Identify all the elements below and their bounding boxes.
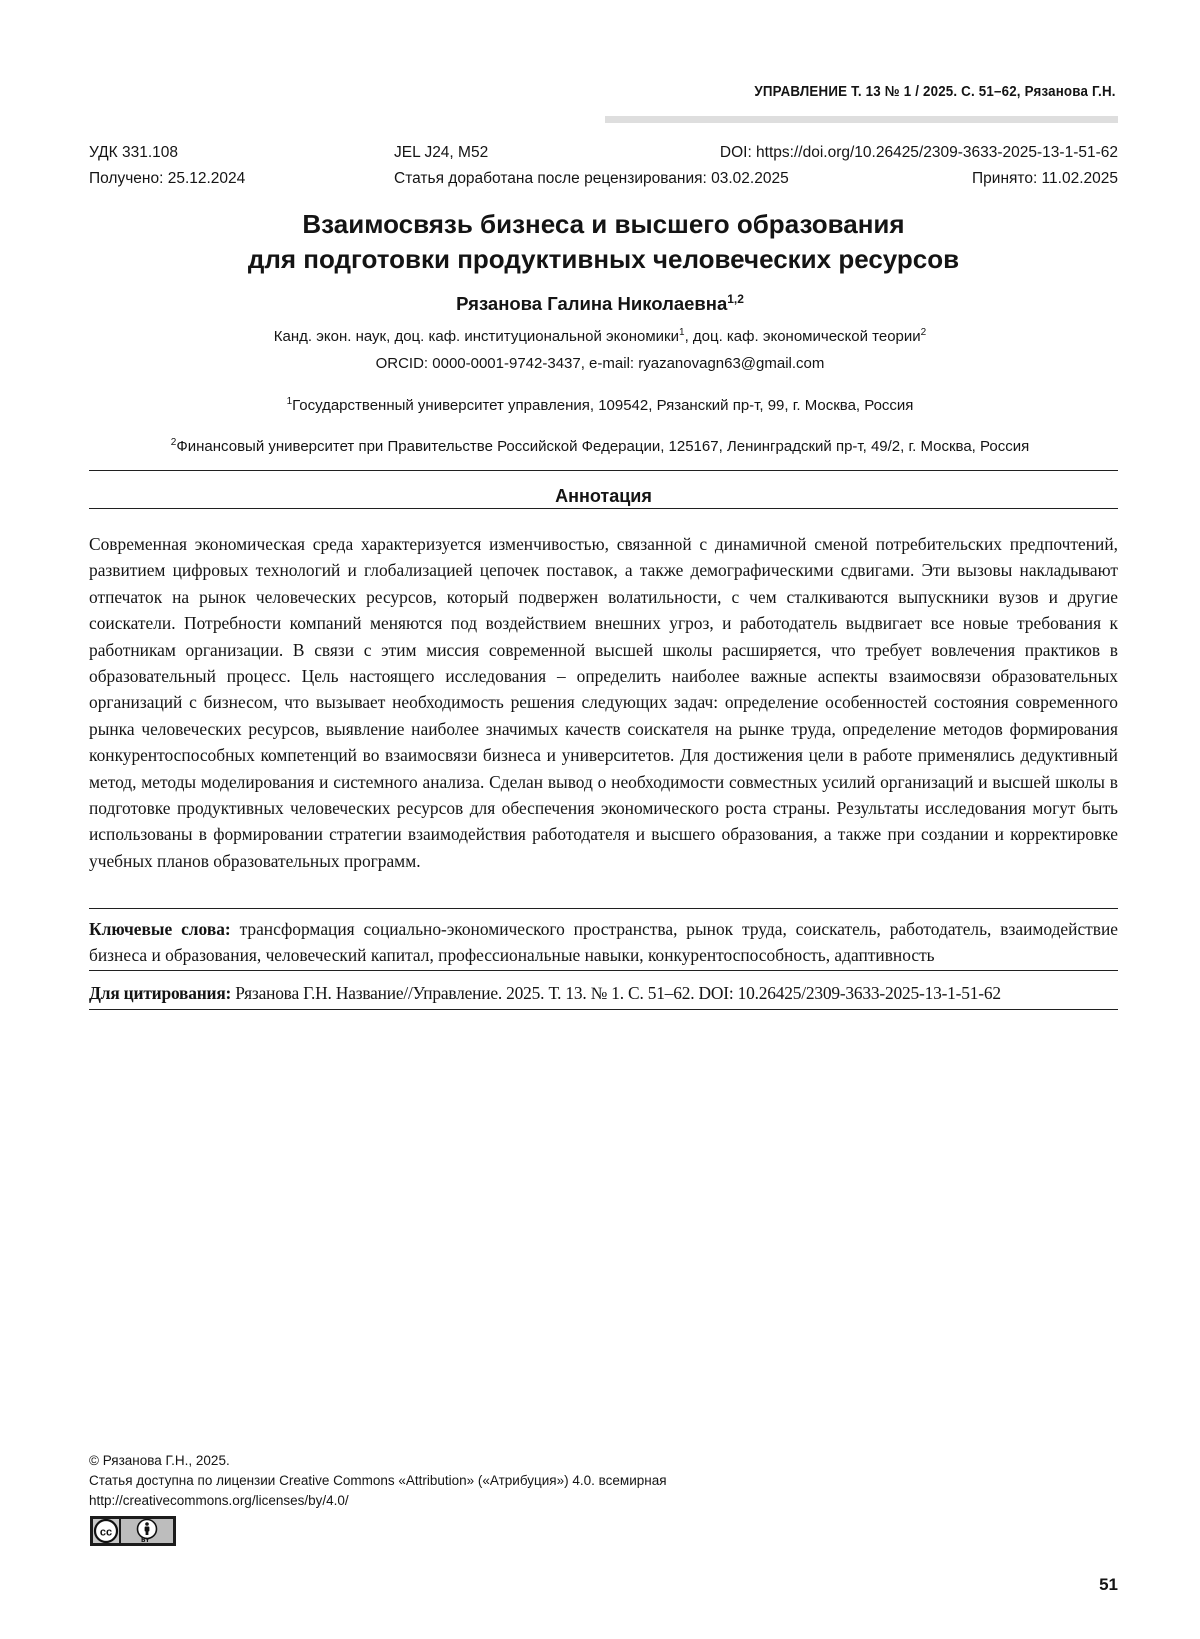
author-orcid-email: ORCID: 0000-0001-9742-3437, e-mail: ryazanovagn63@gmail.com — [375, 355, 825, 372]
citation — [89, 980, 1118, 1006]
degree-part-1: Канд. экон. наук, доц. каф. институциональной экономики — [273, 328, 679, 345]
doi-link[interactable]: DOI: https://doi.org/10.26425/2309-3633-2025-13-1-51-62 — [719, 144, 1118, 161]
affiliation-1-text: Государственный университет управления, 109542, Рязанский пр-т, 99, г. Москва, Россия — [292, 397, 914, 414]
title-line-2: для подготовки продуктивных человеческих ресурсов — [247, 244, 960, 274]
keywords-top-rule — [89, 908, 1118, 909]
title-line-1: Взаимосвязь бизнеса и высшего образования — [302, 209, 905, 239]
cc-icon — [93, 1518, 119, 1544]
author-name-line — [0, 292, 1200, 315]
citation-bottom-rule — [89, 1009, 1118, 1010]
abstract-top-rule — [89, 470, 1118, 471]
running-head: УПРАВЛЕНИЕ Т. 13 № 1 / 2025. С. 51–62, Рязанова Г.Н. — [754, 84, 1116, 100]
affiliation-2-mark: 2 — [170, 437, 177, 448]
affiliation-2-text: Финансовый университет при Правительстве Российской Федерации, 125167, Ленинградский пр-т, 49/2, г. Москва, Россия — [176, 438, 1030, 455]
license-link[interactable]: http://creativecommons.org/licenses/by/4.0/ — [89, 1493, 349, 1508]
running-head-rule — [605, 116, 1118, 123]
page-number: 51 — [1099, 1575, 1118, 1594]
citation-text: Рязанова Г.Н. Название//Управление. 2025. Т. 13. № 1. С. 51–62. DOI: 10.26425/2309-3633-2025-13-1-51-62 — [231, 983, 1001, 1003]
affiliation-1-mark: 1 — [286, 396, 293, 407]
keywords — [89, 916, 1118, 968]
abstract-heading: Аннотация — [555, 486, 652, 506]
meta-row-ids — [89, 144, 1118, 162]
author-affiliation-marks: 1,2 — [727, 292, 744, 306]
received-date: Получено: 25.12.2024 — [89, 170, 246, 187]
affiliation-2 — [0, 437, 1200, 455]
jel-code: JEL J24, M52 — [394, 144, 489, 161]
degree-sup-2: 2 — [920, 327, 927, 338]
cc-by-label: BY — [141, 1537, 150, 1544]
degree-part-2: , доц. каф. экономической теории — [684, 328, 921, 345]
cc-by-license-badge[interactable] — [90, 1516, 176, 1546]
author-degree — [0, 327, 1200, 345]
degree-sup-1: 1 — [679, 327, 685, 338]
copyright-notice: © Рязанова Г.Н., 2025. — [89, 1453, 230, 1468]
author-name: Рязанова Галина Николаевна — [456, 293, 728, 315]
svg-text:cc: cc — [99, 1526, 113, 1539]
abstract-heading-rule — [89, 508, 1118, 509]
accepted-date: Принято: 11.02.2025 — [972, 170, 1118, 187]
citation-top-rule — [89, 970, 1118, 971]
abstract-text: Современная экономическая среда характеризуется изменчивостью, связанной с динамичной сменой потребительских предпочтений, развитием цифровых технологий и глобализацией цепочек поставок, а также демографическими сдвигами. Эти вызовы накладывают отпечаток на рынок человеческих ресурсов, который подвержен волатильности, с чем сталкиваются выпускники вузов и другие соискатели. Потребности компаний меняются под воздействием внешних угроз, и работодатель выдвигает все новые требования к работникам организации. В связи с этим миссия современной высшей школы расширяется, что требует вовлечения практиков в образовательный процесс. Цель настоящего исследования – определить наиболее важные аспекты взаимосвязи образовательных организаций с бизнесом, что вызывает необходимость решения следующих задач: определение особенностей состояния современного рынка человеческих ресурсов, выявление наиболее значимых качеств соискателя на рынке труда, определение методов формирования конкурентоспособных компетенций во взаимосвязи бизнеса и университетов. Для достижения цели в работе применялись дедуктивный метод, методы моделирования и системного анализа. Сделан вывод о необходимости совместных усилий организаций и высшей школы в подготовке продуктивных человеческих ресурсов для обеспечения экономического роста страны. Результаты исследования могут быть использованы в формировании стратегии взаимодействия работодателя и высшего образования, а также при создании и корректировке учебных планов образовательных программ. — [89, 534, 1118, 871]
license-notice: Статья доступна по лицензии Creative Commons «Attribution» («Атрибуция») 4.0. всемирная — [89, 1473, 667, 1488]
citation-label: Для цитирования: — [89, 983, 232, 1003]
article-title — [89, 207, 1118, 277]
keywords-label: Ключевые слова: — [89, 919, 231, 939]
keywords-text: трансформация социально-экономического пространства, рынок труда, соискатель, работодатель, взаимодействие бизнеса и образования, человеческий капитал, профессиональные навыки, конкурентоспособность, адаптивность — [89, 919, 1118, 965]
meta-row-dates — [89, 170, 1118, 188]
affiliation-1 — [0, 396, 1200, 414]
udk-code: УДК 331.108 — [89, 144, 179, 161]
revised-date: Статья доработана после рецензирования: 03.02.2025 — [394, 170, 789, 187]
